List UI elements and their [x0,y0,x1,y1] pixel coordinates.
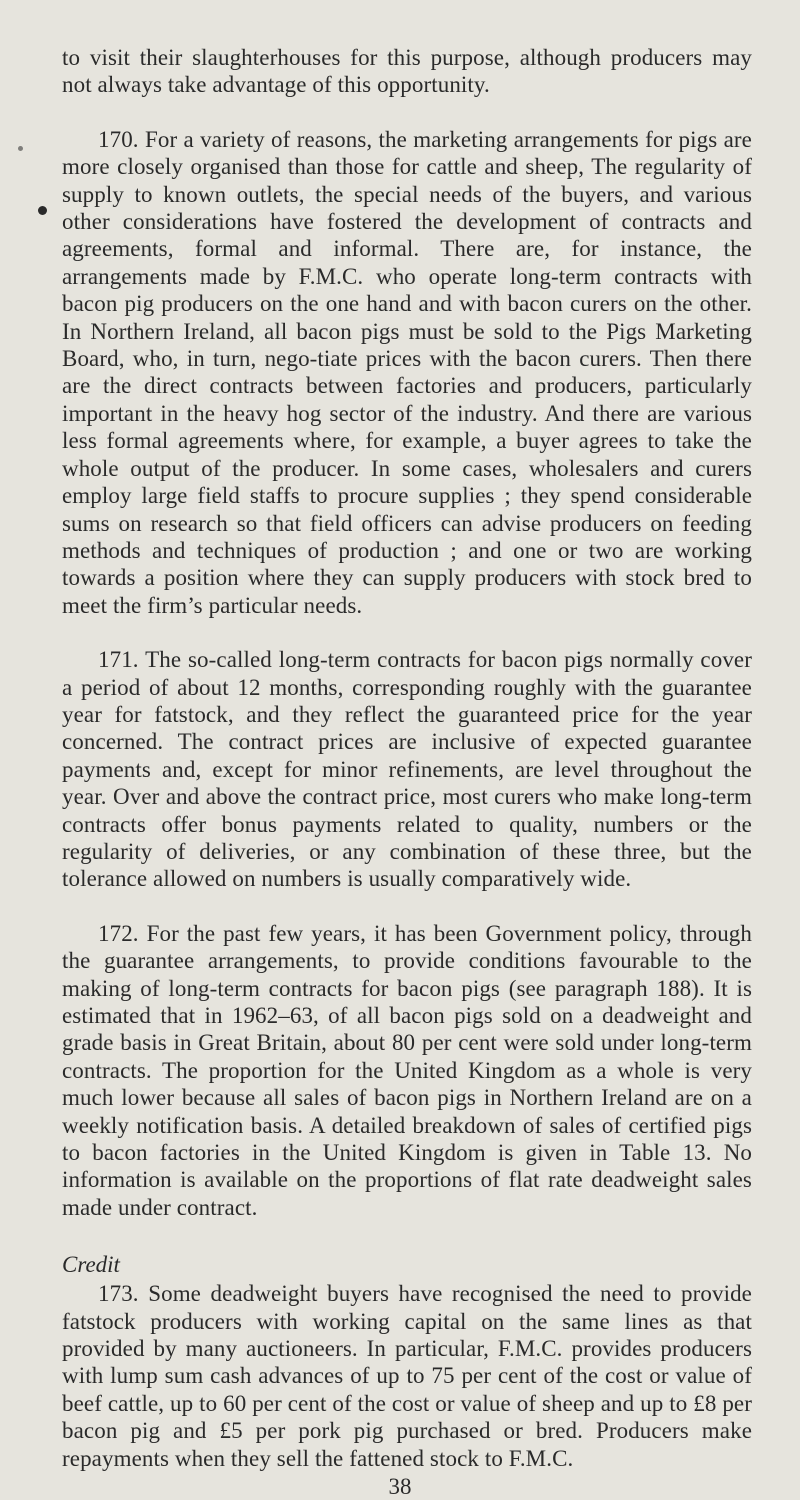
paragraph-173: 173. Some deadweight buyers have recognised the need to provide fatstock producers with working capital on the same lines as that provided by many auctioneers. In particular, F.M.C. provides producers with lump sum cash advances of up to 75 per cent of the cost or value of beef cattle, up to 60 per cent of the cost or value of sheep and up to £8 per bacon pig and £5 per pork pig purchased or bred. Producers make repayments when they sell the fattened stock to F.M.C. [62,1281,752,1471]
margin-mark [38,206,47,215]
paragraph-170: 170. For a variety of reasons, the marketing arrangements for pigs are more closely organised than those for cattle and sheep, The regularity of supply to known outlets, the special needs of the buyers, and various other considerations have fostered the development of contracts and agreements, formal and informal. There are, for instance, the arrangements made by F.M.C. who operate long-term contracts with bacon pig producers on the one hand and with bacon curers on the other. In Northern Ireland, all bacon pigs must be sold to the Pigs Marketing Board, who, in turn, nego-tiate prices with the bacon curers. Then there are the direct contracts between factories and producers, particularly important in the heavy hog sector of the industry. And there are various less formal agreements where, for example, a buyer agrees to take the whole output of the producer. In some cases, wholesalers and curers employ large field staffs to procure supplies ; they spend considerable sums on research so that field officers can advise producers on feeding methods and techniques of production ; and one or two are working towards a position where they can supply producers with stock bred to meet the firm’s particular needs. [62,126,752,618]
paragraph-171: 171. The so-called long-term contracts for bacon pigs normally cover a period of about 12 months, corresponding roughly with the guarantee year for fatstock, and they reflect the guaranteed price for the year concerned. The contract prices are inclusive of expected guarantee payments and, except for minor refinements, are level throughout the year. Over and above the contract price, most curers who make long-term contracts offer bonus payments related to quality, numbers or the regularity of deliveries, or any combination of these three, but the tolerance allowed on numbers is usually comparatively wide. [62,647,752,892]
margin-mark [18,146,23,151]
intro-paragraph: to visit their slaughterhouses for this purpose, although producers may not always take advantage of this opportunity. [62,45,752,98]
paragraph-172: 172. For the past few years, it has been Government policy, through the guarantee arrangements, to provide conditions favourable to the making of long-term contracts for bacon pigs (see paragraph 188). It is estimated that in 1962–63, of all bacon pigs sold on a deadweight and grade basis in Great Britain, about 80 per cent were sold under long-term contracts. The proportion for the United Kingdom as a whole is very much lower because all sales of bacon pigs in Northern Ireland are on a weekly notification basis. A detailed breakdown of sales of certified pigs to bacon factories in the United Kingdom is given in Table 13. No information is available on the proportions of flat rate deadweight sales made under contract. [62,920,752,1220]
page-number: 38 [388,1474,412,1500]
section-heading-credit: Credit [62,1252,120,1278]
